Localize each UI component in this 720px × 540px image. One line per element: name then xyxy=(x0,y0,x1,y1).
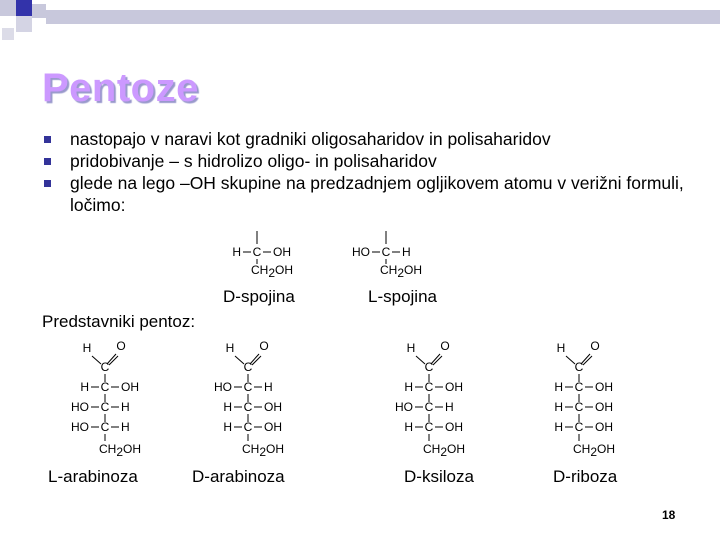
hydrogen-atom: H xyxy=(223,420,232,434)
carbon-atom: C xyxy=(100,400,110,414)
carbon-atom: C xyxy=(100,420,110,434)
pentose-label-d-riboza: D-riboza xyxy=(553,467,618,486)
hydrogen-atom: H xyxy=(402,245,411,259)
carbon-atom: C xyxy=(574,400,584,414)
hydroxyl-group: OH xyxy=(595,380,613,394)
hydrogen-atom: H xyxy=(264,380,273,394)
bullet-text: pridobivanje – s hidrolizo oligo- in polisaharidov xyxy=(70,151,437,171)
aldehyde-hydrogen: H xyxy=(556,341,566,355)
bond-line xyxy=(416,356,425,364)
hydroxyl-group: OH xyxy=(595,420,613,434)
hydroxyl-group: HO xyxy=(214,380,232,394)
hydrogen-atom: H xyxy=(121,400,130,414)
aldehyde-oxygen: O xyxy=(590,339,600,353)
hydrogen-atom: H xyxy=(223,400,232,414)
slide-title: Pentoze xyxy=(42,66,199,110)
aldehyde-hydrogen: H xyxy=(82,341,92,355)
ch2oh-group: CH2OH xyxy=(423,442,466,459)
hydroxyl-group: HO xyxy=(71,400,89,414)
aldehyde-oxygen: O xyxy=(440,339,450,353)
representatives-label: Predstavniki pentoz: xyxy=(42,312,196,331)
page-number: 18 xyxy=(662,508,676,522)
bond-line xyxy=(92,356,101,364)
hydroxyl-group: OH xyxy=(264,400,282,414)
l-compound-label: L-spojina xyxy=(368,287,437,306)
bullet-text: nastopajo v naravi kot gradniki oligosaharidov in polisaharidov xyxy=(70,129,551,149)
hydrogen-atom: H xyxy=(554,420,563,434)
ch2oh-group: CH2OH xyxy=(380,263,423,280)
carbon-atom: C xyxy=(100,360,110,374)
hydrogen-atom: H xyxy=(554,380,563,394)
ch2oh-group: CH2OH xyxy=(242,442,285,459)
pentose-label-d-arabinoza: D-arabinoza xyxy=(192,467,285,486)
aldehyde-hydrogen: H xyxy=(406,341,416,355)
hydroxyl-group: HO xyxy=(352,245,370,259)
carbon-atom: C xyxy=(243,420,253,434)
hydroxyl-group: HO xyxy=(395,400,413,414)
carbon-atom: C xyxy=(243,380,253,394)
aldehyde-hydrogen: H xyxy=(225,341,235,355)
carbon-atom: C xyxy=(574,420,584,434)
hydroxyl-group: OH xyxy=(595,400,613,414)
carbon-atom: C xyxy=(424,360,434,374)
ch2oh-group: CH2OH xyxy=(99,442,142,459)
bullet-text: glede na lego –OH skupine na predzadnjem ogljikovem atomu v verižni formuli, ločimo: xyxy=(70,173,684,215)
hydrogen-atom: H xyxy=(445,400,454,414)
carbon-atom: C xyxy=(252,245,262,259)
carbon-atom: C xyxy=(574,360,584,374)
carbon-atom: C xyxy=(381,245,391,259)
aldehyde-oxygen: O xyxy=(259,339,269,353)
carbon-atom: C xyxy=(243,400,253,414)
aldehyde-oxygen: O xyxy=(116,339,126,353)
pentose-label-d-ksiloza: D-ksiloza xyxy=(404,467,474,486)
carbon-atom: C xyxy=(243,360,253,374)
carbon-atom: C xyxy=(424,380,434,394)
hydroxyl-group: OH xyxy=(264,420,282,434)
carbon-atom: C xyxy=(424,420,434,434)
ch2oh-group: CH2OH xyxy=(573,442,616,459)
hydrogen-atom: H xyxy=(404,380,413,394)
carbon-atom: C xyxy=(424,400,434,414)
hydroxyl-group: HO xyxy=(71,420,89,434)
hydroxyl-group: OH xyxy=(121,380,139,394)
carbon-atom: C xyxy=(574,380,584,394)
pentose-label-l-arabinoza: L-arabinoza xyxy=(48,467,138,486)
bond-line xyxy=(235,356,244,364)
d-compound-label: D-spojina xyxy=(223,287,295,306)
carbon-atom: C xyxy=(100,380,110,394)
hydroxyl-group: OH xyxy=(445,420,463,434)
bond-line xyxy=(566,356,575,364)
hydrogen-atom: H xyxy=(554,400,563,414)
hydrogen-atom: H xyxy=(232,245,241,259)
hydroxyl-group: OH xyxy=(273,245,291,259)
hydrogen-atom: H xyxy=(121,420,130,434)
hydroxyl-group: OH xyxy=(445,380,463,394)
ch2oh-group: CH2OH xyxy=(251,263,294,280)
hydrogen-atom: H xyxy=(404,420,413,434)
hydrogen-atom: H xyxy=(80,380,89,394)
